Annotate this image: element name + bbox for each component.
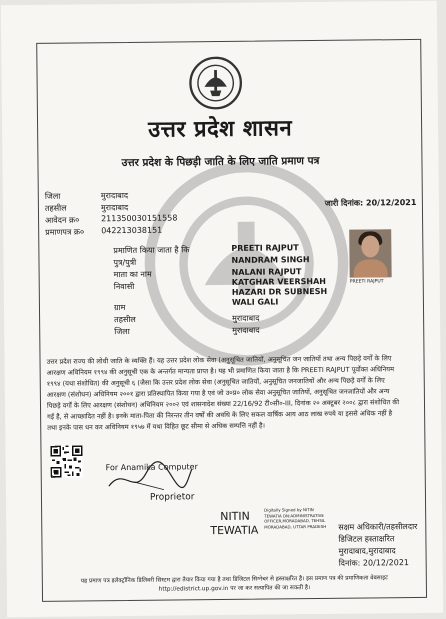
- parent-label: पुत्र/पुत्री: [113, 257, 137, 268]
- application-no-value: 211350030151558: [101, 213, 178, 224]
- tehsil-value-2: मुरादाबाद: [232, 313, 260, 323]
- issue-date: जारी दिनांक: 20/12/2021: [324, 197, 417, 208]
- shop-for-text: For Anamika Computer: [105, 462, 198, 473]
- application-no-label: आवेदन क्र०: [45, 215, 80, 225]
- authority-digital-signed: डिजिटल हस्ताक्षरित: [338, 534, 395, 544]
- digital-signature-note: Digitally Signed by NITIN TEWATIA DN:ADMINISTRATIVE OFFICER,MORADABAD, TEHSIL MORADABAD, UTTAR PRADESH: [264, 507, 327, 530]
- district-label: जिला: [44, 191, 61, 201]
- authority-location: मुरादाबाद,मुरादाबाद: [338, 546, 396, 556]
- district-label-2: जिला: [114, 326, 130, 337]
- verification-footer: यह प्रमाण पत्र इलेक्ट्रॉनिक डिलिवरी सिस्टम द्वारा तैयार किया गया है तथा डिजिटल सिग्नेचर से हस्ताक्षरित है। इस प्रमाण पत्र की प्रमाणिकता वेबसाइट http://edistrict.up.gov.in पर जा कर सत्यापित की जा सकती है।: [80, 575, 389, 593]
- certified-label: प्रमाणित किया जाता है कि: [113, 245, 190, 256]
- signer-name-line2: TEWATIA: [210, 523, 259, 538]
- certificate-paper: [1, 1, 443, 618]
- certificate-body-text: उत्तर प्रदेश राज्य की लोधी जाति के व्यक्ति हैं। यह उत्तर प्रदेश लोक सेवा (अनुसूचित जातियों, अनुसूचित जन जातियों तथा अन्य पिछड़े वर्गों के लिए आरक्षण अधिनियम १९९४ की अनुसूची एक के अन्तर्गत मान्यता प्राप्त है। यह भी प्रमाणित किया जाता है कि PREETI RAJPUT पूर्वोक्त अधिनियम १९९४ (यथा संशोधित) की अनुसूची ६ (जैसा कि उत्तर प्रदेश लोक सेवा (अनुसूचित जातियों, अनुसूचित जनजातियों और अन्य पिछड़े वर्गों के लिए आरक्षण (संशोधन) अधिनियम २००१ द्वारा प्रतिस्थापित किया गया है एवं जो उ०प्र० लोक सेवा अनुसूचित जातियों, अनुसूचित जनजातियों और अन्य पिछड़े वर्गों के लिए आरक्षण (संशोधन) अधिनियम २००२ एवं शासनादेश संख्या 22/16/92 टी०सी०-III, दिनांक २० अक्टूबर २००८ द्वारा संशोधित की गई है, से आच्छादित नहीं है। इनके माता-पिता की निरन्तर तीन वर्षों की अवधि के लिए सकल वार्षिक आय आठ लाख रुपये या इससे अधिक नहीं है तथा इनके पास धन कर अधिनियम १९५७ में यथा विहित छूट सीमा से अधिक सम्पत्ति नहीं है।: [46, 354, 400, 432]
- authority-date: दिनांक: 20/12/2021: [338, 558, 410, 568]
- up-state-emblem-icon: [187, 55, 244, 112]
- village-label: ग्राम: [113, 303, 126, 313]
- document-subtitle: उत्तर प्रदेश के पिछड़ी जाति के लिए जाति प्रमाण पत्र: [121, 154, 320, 170]
- signer-name-line1: NITIN: [220, 509, 250, 524]
- mother-label: माता का नाम: [113, 269, 152, 280]
- district-value: मुरादाबाद: [100, 190, 129, 201]
- father-name: NANDRAM SINGH: [231, 255, 310, 265]
- district-value-2: मुरादाबाद: [232, 325, 260, 335]
- applicant-photo: [349, 229, 392, 277]
- tehsil-label: तहसील: [44, 203, 67, 213]
- document-title: उत्तर प्रदेश शासन: [147, 115, 293, 143]
- tehsil-label-2: तहसील: [114, 314, 136, 325]
- qr-code-icon: [50, 445, 82, 477]
- authority-title: सक्षम अधिकारी/तहसीलदार: [338, 521, 418, 532]
- mother-name: NALANI RAJPUT: [231, 267, 302, 277]
- certificate-no-value: 042213038151: [101, 225, 163, 236]
- resident-address: KATGHAR VEERSHAH HAZARI DR SUBNESH WALI GALI: [231, 276, 328, 307]
- tehsil-value: मुरादाबाद: [100, 202, 129, 213]
- applicant-name: PREETI RAJPUT: [231, 243, 299, 253]
- photo-caption: PREETI RAJPUT: [349, 279, 384, 285]
- resident-label: निवासी: [113, 281, 135, 292]
- certificate-no-label: प्रमाणपत्र क्र०: [45, 227, 85, 237]
- proprietor-text: Proprietor: [149, 492, 195, 503]
